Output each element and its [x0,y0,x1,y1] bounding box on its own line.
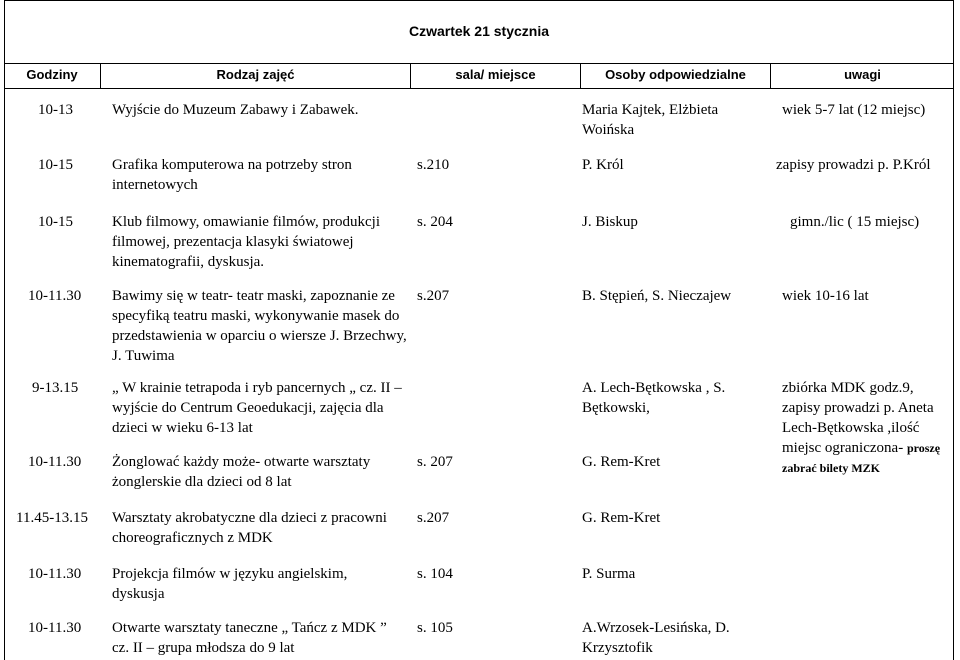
row-time: 10-15 [38,157,73,173]
row-time: 11.45-13.15 [16,510,88,526]
row-time: 10-11.30 [28,454,82,470]
row-room: s.210 [417,157,450,173]
row-room: s. 207 [417,454,453,470]
header-hours: Godziny [4,64,101,89]
header-persons: Osoby odpowiedzialne [581,64,771,89]
row-activity: Projekcja filmów w języku angielskim, dyskusja [112,566,348,602]
row-time: 10-11.30 [28,288,82,304]
table-header [4,64,954,89]
row-activity: Klub filmowy, omawianie filmów, produkcji filmowej, prezentacja klasyki światowej kinematografii, dyskusja. [112,214,381,270]
row-activity: Warsztaty akrobatyczne dla dzieci z pracowni choreograficznych z MDK [112,510,387,546]
row-room: s.207 [417,288,450,304]
row-persons: P. Król [582,157,624,173]
row-activity: Otwarte warsztaty taneczne „ Tańcz z MDK ” cz. II – grupa młodsza do 9 lat [112,620,387,656]
row-activity: Wyjście do Muzeum Zabawy i Zabawek. [112,102,359,118]
row-room: s.207 [417,510,450,526]
row-notes: wiek 5-7 lat (12 miejsc) [782,102,926,118]
row-persons: B. Stępień, S. Nieczajew [582,288,732,304]
row-time: 10-13 [38,102,73,118]
row-time: 10-11.30 [28,620,82,636]
row-time: 9-13.15 [32,380,79,396]
row-notes: gimn./lic ( 15 miejsc) [790,214,920,230]
row-activity: „ W krainie tetrapoda i ryb pancernych „ cz. II – wyjście do Centrum Geoedukacji, zajęcia dla dzieci w wieku 6-13 lat [112,380,402,436]
row-activity: Żonglować każdy może- otwarte warsztaty żonglerskie dla dzieci od 8 lat [112,454,371,490]
header-notes: uwagi [844,67,881,82]
row-notes: wiek 10-16 lat [782,288,869,304]
row-time: 10-11.30 [28,566,82,582]
title-bar [4,0,954,64]
row-room: s. 105 [417,620,453,636]
row-notes [782,378,942,478]
row-time: 10-15 [38,214,73,230]
row-activity: Bawimy się w teatr- teatr maski, zapoznanie ze specyfiką teatru maski, wykonywanie masek do przedstawienia w oparciu o wiersze J. Brzechwy, J. Tuwima [112,288,407,364]
row-room: s. 104 [417,566,453,582]
row-activity: Grafika komputerowa na potrzeby stron internetowych [112,157,352,193]
row-persons: A. Lech-Bętkowska , S. Bętkowski, [582,380,726,416]
row-room: s. 204 [417,214,453,230]
row-persons: P. Surma [582,566,636,582]
row-persons: J. Biskup [582,214,638,230]
row-notes-small: proszę zabrać bilety MZK [782,441,941,475]
row-persons: A.Wrzosek-Lesińska, D. Krzysztofik [582,620,730,656]
row-persons: Maria Kajtek, Elżbieta Woińska [582,102,719,138]
row-notes-text: zbiórka MDK godz.9, zapisy prowadzi p. Aneta Lech-Bętkowska ,ilość miejsc ograniczona- [782,380,934,456]
row-notes: zapisy prowadzi p. P.Król [776,157,931,173]
header-room: sala/ miejsce [411,64,581,89]
row-persons: G. Rem-Kret [582,510,661,526]
page-title: Czwartek 21 stycznia [408,23,550,39]
header-activity: Rodzaj zajęć [101,64,411,89]
row-persons: G. Rem-Kret [582,454,661,470]
